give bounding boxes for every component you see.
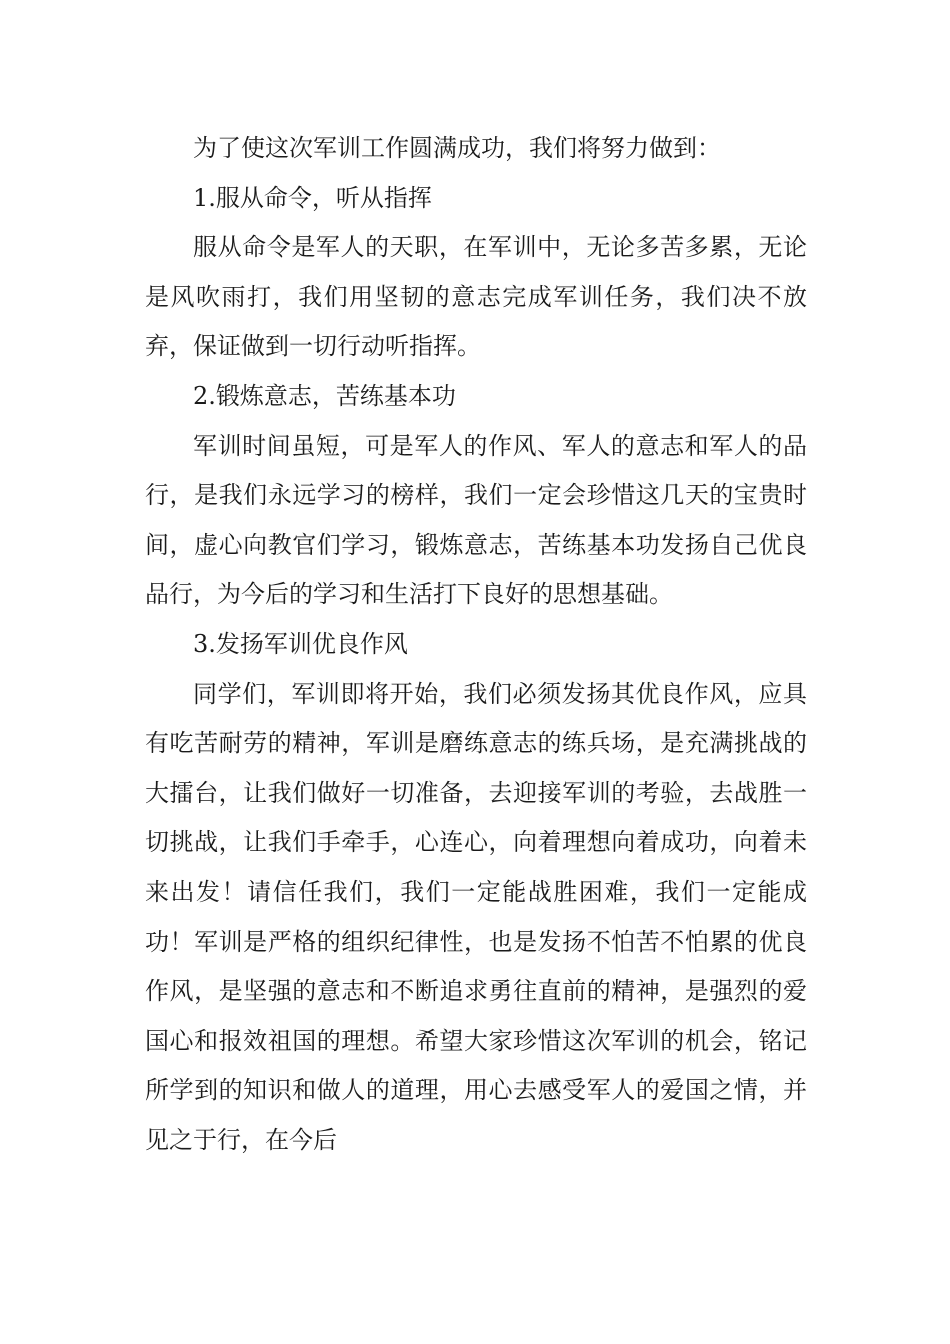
section-heading-2: 2.锻炼意志，苦练基本功 (193, 381, 456, 410)
body-paragraph-2: 军训时间虽短，可是军人的作风、军人的意志和军人的品行，是我们永远学习的榜样，我们一定会珍惜这几天的宝贵时间，虚心向教官们学习，锻炼意志，苦练基本功发扬自己优良品行，为今后的学习和生活打下良好的思想基础。 (145, 431, 807, 609)
intro-paragraph: 为了使这次军训工作圆满成功，我们将努力做到： (193, 134, 721, 162)
section-heading-1: 1.服从命令，听从指挥 (193, 183, 432, 212)
body-paragraph-3: 同学们，军训即将开始，我们必须发扬其优良作风，应具有吃苦耐劳的精神，军训是磨练意志的练兵场，是充满挑战的大擂台，让我们做好一切准备，去迎接军训的考验，去战胜一切挑战，让我们手牵手，心连心，向着理想向着成功，向着未来出发！请信任我们，我们一定能战胜困难，我们一定能成功！军训是严格的组织纪律性，也是发扬不怕苦不怕累的优良作风，是坚强的意志和不断追求勇往直前的精神，是强烈的爱国心和报效祖国的理想。希望大家珍惜这次军训的机会，铭记所学到的知识和做人的道理，用心去感受军人的爱国之情，并见之于行，在今后 (145, 679, 807, 1154)
body-paragraph-1: 服从命令是军人的天职，在军训中，无论多苦多累，无论是风吹雨打，我们用坚韧的意志完成军训任务，我们决不放弃，保证做到一切行动听指挥。 (145, 233, 807, 361)
section-heading-3: 3.发扬军训优良作风 (193, 629, 408, 658)
document-page (145, 124, 807, 1165)
